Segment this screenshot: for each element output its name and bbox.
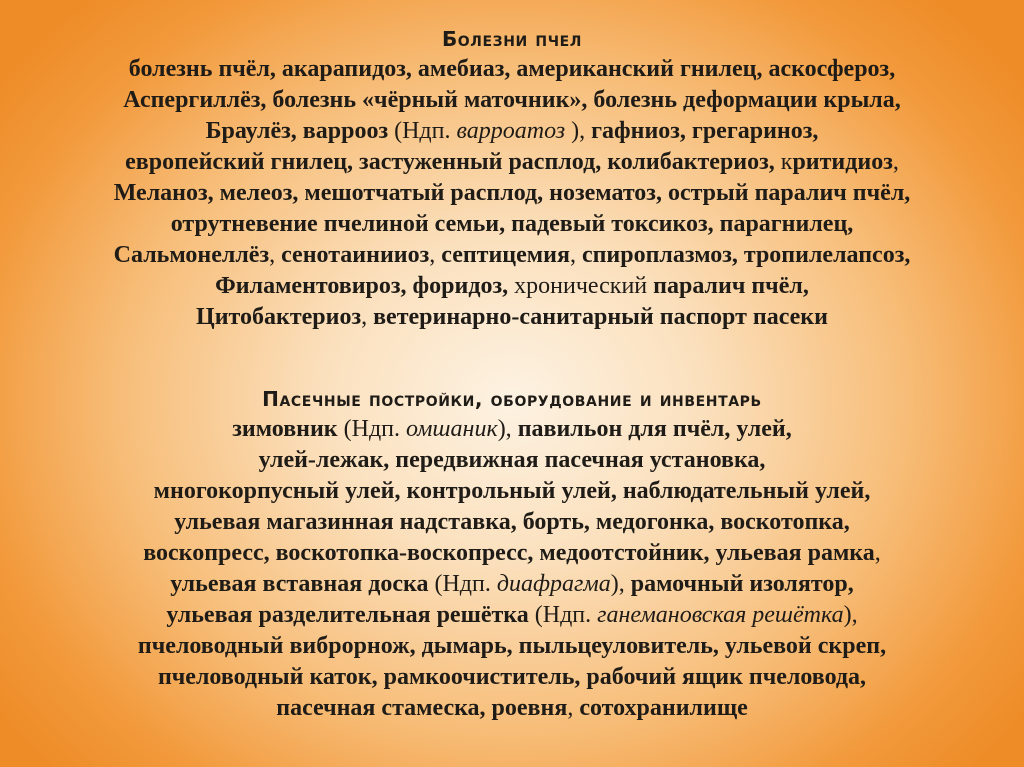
bold-term: ветеринарно-санитарный паспорт пасеки [373, 304, 828, 330]
plain-text: хронический [514, 273, 648, 299]
bold-term: болезнь пчёл, акарапидоз, амебиаз, американский гнилец, аскосфероз, [128, 56, 896, 82]
bold-term: паралич пчёл, [647, 273, 809, 299]
text-line [0, 240, 1024, 271]
plain-text: ), [497, 416, 518, 442]
text-line [0, 54, 1024, 85]
term-list [0, 414, 1024, 724]
italic-term: диафрагма [496, 571, 611, 597]
plain-text: , [361, 304, 374, 330]
bold-term: Филаментовироз, форидоз, [215, 273, 515, 299]
plain-text: ), [843, 602, 858, 628]
plain-text: к [780, 149, 793, 175]
bold-term: ритидиоз [792, 149, 893, 175]
text-line [0, 507, 1024, 538]
text-line [0, 693, 1024, 724]
bold-term: ульевая разделительная решётка [166, 602, 535, 628]
bold-term: многокорпусный улей, контрольный улей, наблюдательный улей, [153, 478, 871, 504]
plain-text: , [892, 149, 899, 175]
plain-text: (Ндп. [434, 571, 497, 597]
text-line [0, 600, 1024, 631]
bold-term: сотохранилище [579, 695, 748, 721]
text-line [0, 178, 1024, 209]
bold-term: европейский гнилец, застуженный расплод, колибактериоз, [125, 149, 781, 175]
text-line [0, 445, 1024, 476]
plain-text: , [569, 242, 582, 268]
text-line [0, 302, 1024, 333]
plain-text: (Ндп. [394, 118, 457, 144]
bold-term: рамочный изолятор, [630, 571, 854, 597]
text-line [0, 414, 1024, 445]
bold-term: септицемия [441, 242, 570, 268]
bold-term: пасечная стамеска, роевня [276, 695, 568, 721]
text-line [0, 631, 1024, 662]
bold-term: Сальмонеллёз [113, 242, 270, 268]
bold-term: ульевая магазинная надставка, борть, медогонка, воскотопка, [174, 509, 850, 535]
bold-term: спироплазмоз, тропилелапсоз, [581, 242, 911, 268]
term-list [0, 54, 1024, 333]
bold-term: зимовник [232, 416, 344, 442]
plain-text: ), [610, 571, 631, 597]
plain-text: , [874, 540, 881, 566]
section-heading: Болезни пчел [441, 27, 583, 51]
text-line [0, 662, 1024, 693]
text-line [0, 538, 1024, 569]
plain-text: ), [565, 118, 592, 144]
text-line [0, 271, 1024, 302]
text-line [0, 476, 1024, 507]
bold-term: Браулёз, варрооз [205, 118, 395, 144]
bold-term: воскопресс, воскотопка-воскопресс, медоотстойник, ульевая рамка [143, 540, 875, 566]
section-bee-diseases [0, 24, 1024, 333]
plain-text: , [567, 695, 580, 721]
text-line [0, 147, 1024, 178]
bold-term: ульевая вставная доска [170, 571, 435, 597]
bold-term: Цитобактериоз [196, 304, 362, 330]
bold-term: Аспергиллёз, болезнь «чёрный маточник», болезнь деформации крыла, [123, 87, 901, 113]
plain-text: (Ндп. [534, 602, 598, 628]
text-line [0, 116, 1024, 147]
text-line [0, 569, 1024, 600]
bold-term: пчеловодный каток, рамкоочиститель, рабочий ящик пчеловода, [157, 664, 867, 690]
italic-term: омшаник [406, 416, 498, 442]
plain-text: , [429, 242, 442, 268]
plain-text: , [269, 242, 282, 268]
section-heading: Пасечные постройки, оборудование и инвентарь [262, 387, 762, 411]
plain-text: (Ндп. [343, 416, 407, 442]
bold-term: павильон для пчёл, улей, [517, 416, 792, 442]
text-line [0, 85, 1024, 116]
bold-term: гафниоз, грегариноз, [591, 118, 819, 144]
bold-term: пчеловодный виброрнож, дымарь, пыльцеуловитель, ульевой скреп, [137, 633, 887, 659]
italic-term: ганемановская решётка [597, 602, 844, 628]
italic-term: варроатоз [456, 118, 566, 144]
section-apiary-equipment [0, 384, 1024, 724]
bold-term: сенотаинииоз [281, 242, 430, 268]
bold-term: отрутневение пчелиной семьи, падевый токсикоз, парагнилец, [170, 211, 854, 237]
bold-term: Меланоз, мелеоз, мешотчатый расплод, нозематоз, острый паралич пчёл, [113, 180, 911, 206]
bold-term: улей-лежак, передвижная пасечная установка, [258, 447, 766, 473]
text-line [0, 209, 1024, 240]
